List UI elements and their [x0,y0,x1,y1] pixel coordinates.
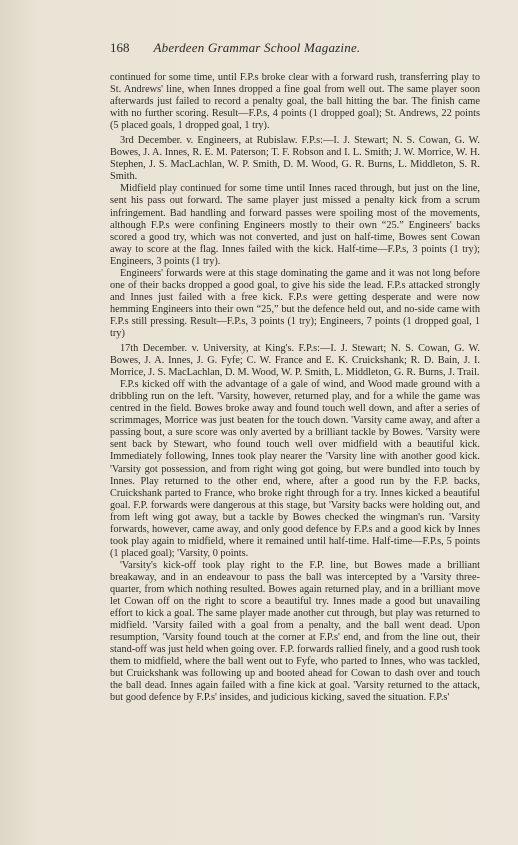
paragraph: continued for some time, until F.P.s broke clear with a forward rush, transferring play to St. Andrews' line, when Innes dropped a fine goal from well out. The same player soon afterwards just failed to record a penalty goal, the ball hitting the bar. The finish came with no further scoring. Result—F.P.s, 4 points (1 dropped goal); St. Andrews, 22 points (5 placed goals, 1 dropped goal, 1 try). [110,72,480,132]
paragraph: Midfield play continued for some time until Innes raced through, but just on the line, sent his pass out forward. The same player just missed a penalty kick from a scrum infringement. Bad handling and forward passes were spoiling most of the movements, although F.P.s were confining Engineers mostly to their own “25.” Engineers' backs scored a good try, which was not converted, and just on half-time, Bowes sent Cowan away to score at the flag. Innes failed with the kick. Half-time—F.P.s, 3 points (1 try); Engineers, 3 points (1 try). [110,183,480,267]
page-header [110,40,480,56]
paragraph: Engineers' forwards were at this stage dominating the game and it was not long before one of their backs dropped a good goal, to give his side the lead. F.P.s attacked strongly and Innes just failed with a free kick. F.P.s were getting desperate and were now hemming Engineers into their own “25,” but the defence held out, and no-side came with F.P.s still pressing. Result—F.P.s, 3 points (1 try); Engineers, 7 points (1 dropped goal, 1 try) [110,267,480,339]
paragraph: 3rd December. v. Engineers, at Rubislaw. F.P.s:—I. J. Stewart; N. S. Cowan, G. W. Bowes, J. A. Innes, R. E. M. Paterson; T. F. Robson and I. L. Smith; J. W. Morrice, W. H. Stephen, J. S. MacLachlan, W. P. Smith, D. M. Wood, G. R. Burns, L. Middleton, S. R. Smith. [110,135,480,183]
article-body [110,72,480,704]
running-title: Aberdeen Grammar School Magazine. [153,40,361,55]
paragraph: F.P.s kicked off with the advantage of a gale of wind, and Wood made ground with a dribbling run on the left. 'Varsity, however, returned play, and for a while the game was centred in the field. Bowes broke away and found touch well down, and after a series of scrimmages, Morrice was just beaten for the touch down. 'Varsity came away, and after a passing bout, a sure score was only averted by a brilliant tackle by Bowes. 'Varsity were sent back by Stewart, who found touch well over midfield with a beautiful kick. Immediately following, Innes took play nearer the 'Varsity line with another good kick. 'Varsity got possession, and from right wing got going, but were bundled into touch by Innes. Play returned to the other end, where, after a good run by the F.P. backs, Cruickshank parted to France, who broke right through for a try. Innes kicked a beautiful goal. F.P. forwards were dangerous at this stage, but 'Varsity backs were holding out, and from left wing got away, but a tackle by Bowes checked the wingman's run. 'Varsity forwards, however, came away, and only good defence by F.P.s and a good kick by Innes took play again to midfield, where it remained until half-time. Half-time—F.P.s, 5 points (1 placed goal); 'Varsity, 0 points. [110,379,480,559]
paragraph: 17th December. v. University, at King's. F.P.s:—I. J. Stewart; N. S. Cowan, G. W. Bowes, J. A. Innes, J. G. Fyfe; C. W. France and E. K. Cruickshank; R. D. Bain, J. I. Morrice, J. S. MacLachlan, D. M. Wood, W. P. Smith, L. Middleton, G. R. Burns, J. Trail. [110,343,480,379]
paragraph: 'Varsity's kick-off took play right to the F.P. line, but Bowes made a brilliant breakaway, and in an endeavour to pass the ball was intercepted by a 'Varsity three-quarter, from which nothing resulted. Bowes again returned play, and in a brilliant move let Cowan off on the right to score a beautiful try. Innes made a good but unavailing effort to kick a goal. The same player made another cut through, but play was returned to midfield. 'Varsity failed with a goal from a penalty, and the ball went dead. Upon resumption, 'Varsity found touch at the corner at F.P.s' end, and from the line out, their stand-off was just held when going over. F.P. forwards rallied finely, and a good rush took them to midfield, where the ball went out to Fyfe, who parted to Innes, who was tackled, but Cruickshank was following up and booted ahead for Cowan to dash over and touch the ball dead. Innes again failed with a fine kick at goal. 'Varsity returned to the attack, but good defence by F.P.s' insides, and judicious kicking, saved the situation. F.P.s' [110,559,480,704]
page-number: 168 [110,40,130,55]
